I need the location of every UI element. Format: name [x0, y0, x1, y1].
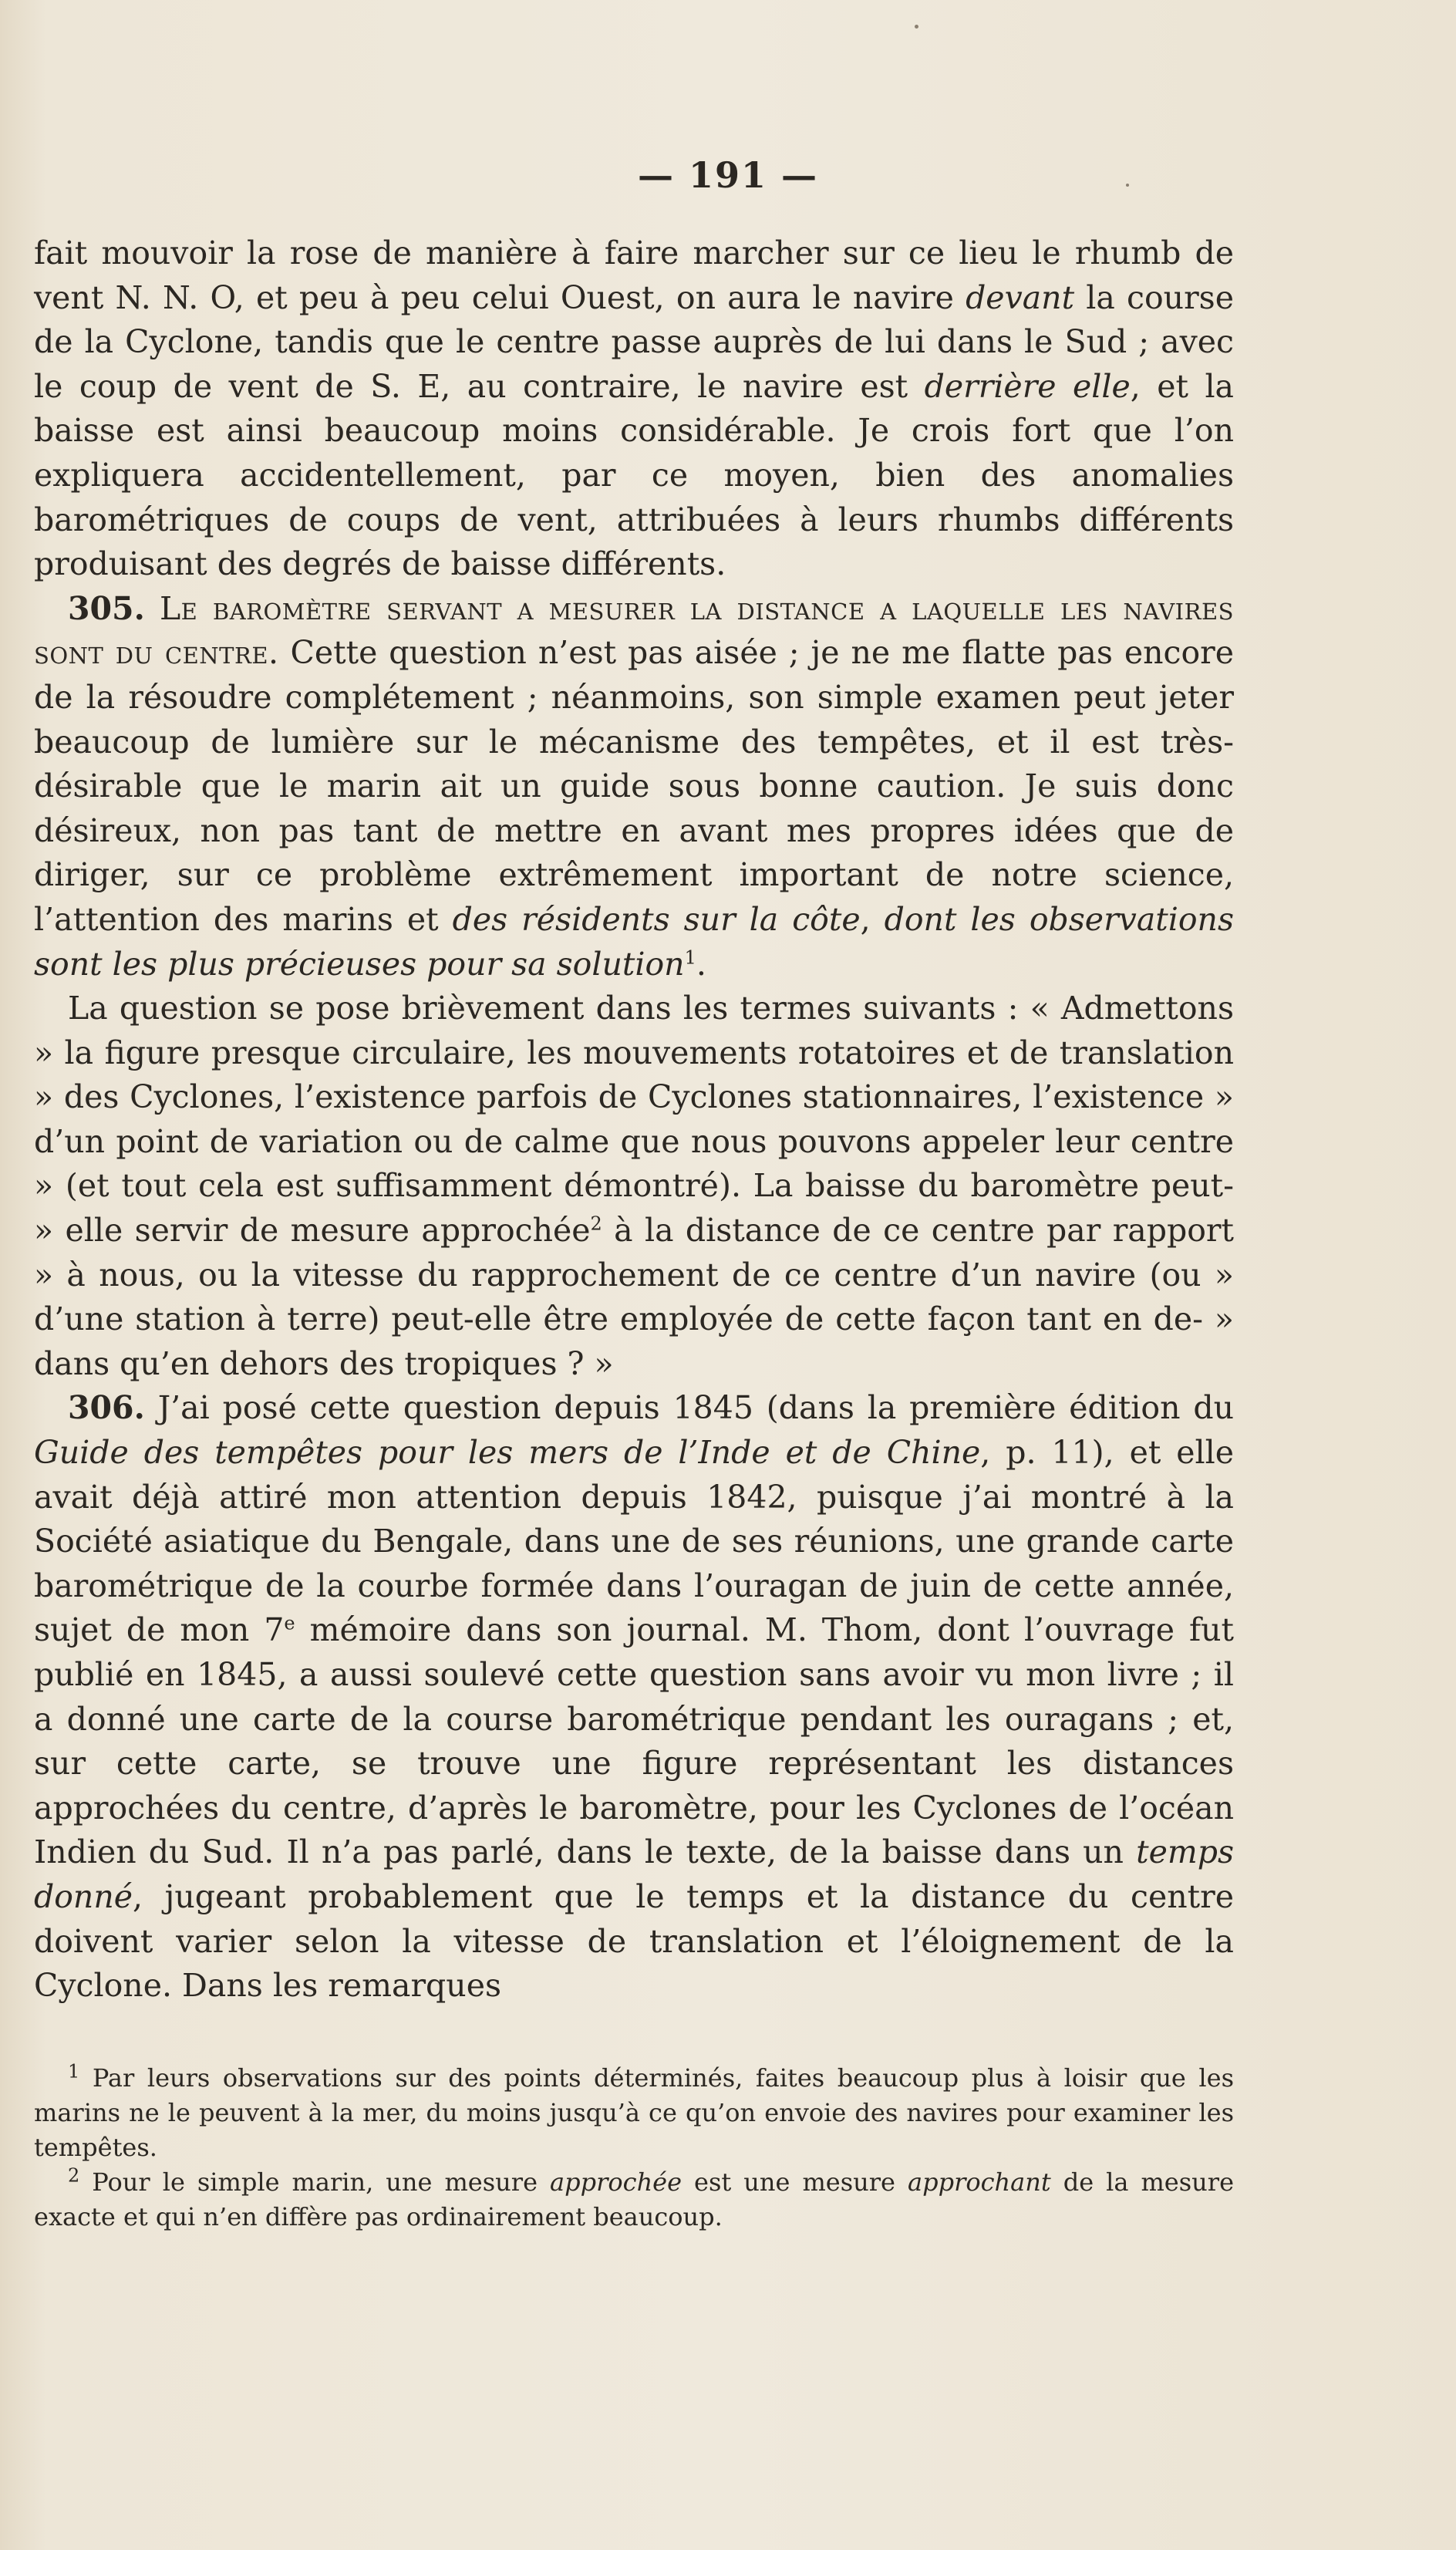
text-run: fait mouvoir la rose de manière à faire marcher sur ce lieu le rhumb de vent N. N. O, et peu à peu celui Ouest, on aura le navire	[34, 234, 1234, 316]
italic-text: des résidents sur la côte	[452, 900, 861, 938]
paragraph-continuation	[34, 231, 1234, 587]
text-run: de la mesure exacte et qui n’en diffère pas ordinairement beaucoup.	[34, 2167, 1235, 2231]
text-run: La question se pose brièvement dans les termes suivants : « Admettons » la figure presque circulaire, les mouvements rotatoires et de translation » des Cyclones, l’existence parfois de Cyclones stationnaires, l’existence » d’un point de variation ou de calme que nous pouvons appeler leur centre » (et tout cela est suffisamment démontré). La baisse du baromètre peut- » elle servir de mesure approchée	[34, 990, 1234, 1250]
italic-text: devant	[966, 278, 1075, 316]
paragraph-305	[34, 587, 1234, 987]
footnotes	[34, 2061, 1234, 2235]
paper-speck	[915, 25, 918, 29]
footnote-marker: e	[284, 1612, 295, 1634]
text-run: J’ai posé cette question depuis 1845 (dans la première édition du	[144, 1389, 1234, 1427]
italic-text: Guide des tempêtes pour les mers de l’Inde et de Chine	[34, 1434, 981, 1472]
text-run: est une mesure	[682, 2167, 908, 2197]
footnote-marker: 1	[684, 946, 696, 968]
footnote-marker: 2	[68, 2164, 80, 2187]
footnote-1	[34, 2061, 1234, 2165]
text-run: , p. 11), et elle avait déjà attiré mon attention depuis 1842, puisque j’ai montré à la Société asiatique du Bengale, dans une de ses réunions, une grande carte barométrique de la courbe formée dans l’ouragan de juin de cette année, sujet de mon 7	[34, 1434, 1234, 1649]
italic-text: dont les observations sont les plus précieuses pour sa solution	[34, 900, 1234, 983]
text-run: , jugeant probablement que le temps et la distance du centre doivent varier selon la vitesse de translation et l’éloignement de la Cyclone. Dans les remarques	[34, 1877, 1234, 2005]
section-number: 305.	[68, 589, 145, 627]
italic-text: temps donné	[34, 1833, 1234, 1915]
text-run: Pour le simple marin, une mesure	[79, 2167, 551, 2197]
footnote-marker: 1	[68, 2060, 80, 2083]
text-run: à la distance de ce centre par rapport » à nous, ou la vitesse du rapprochement de ce centre d’un navire (ou » d’une station à terre) peut-elle être employée de cette façon tant en de- » dans qu’en dehors des tropiques ? »	[34, 1212, 1234, 1382]
text-run: la course de la Cyclone, tandis que le centre passe auprès de lui dans le Sud ; avec le coup de vent de S. E, au contraire, le navire est	[34, 278, 1234, 405]
page-number: — 191 —	[637, 154, 819, 196]
footnote-marker: 2	[590, 1213, 602, 1235]
paragraph-306	[34, 1386, 1234, 2008]
text-run: Cette question n’est pas aisée ; je ne me flatte pas encore de la résoudre complétement ; néanmoins, son simple examen peut jeter beaucoup de lumière sur le mécanisme des tempêtes, et il est très-désirable que le marin ait un guide sous bonne caution. Je suis donc désireux, non pas tant de mettre en avant mes propres idées que de diriger, sur ce problème extrêmement important de notre science, l’attention des marins et	[34, 634, 1234, 938]
italic-text: approchant	[908, 2167, 1051, 2197]
text-run	[145, 590, 160, 627]
text-run: Par leurs observations sur des points déterminés, faites beaucoup plus à loisir que les marins ne le peuvent à la mer, du moins jusqu’à ce qu’on envoie des navires pour examiner les tempêtes.	[34, 2063, 1234, 2162]
main-text	[34, 231, 1234, 2009]
text-run: , et la baisse est ainsi beaucoup moins considérable. Je crois fort que l’on expliquera accidentellement, par ce moyen, bien des anomalies barométriques de coups de vent, attribuées à leurs rhumbs différents produisant des degrés de baisse différents.	[34, 367, 1234, 583]
text-run: mémoire dans son journal. M. Thom, dont l’ouvrage fut publié en 1845, a aussi soulevé cette question sans avoir vu mon livre ; il a donné une carte de la course barométrique pendant les ouragans ; et, sur cette carte, se trouve une figure représentant les distances approchées du centre, d’après le baromètre, pour les Cyclones de l’océan Indien du Sud. Il n’a pas parlé, dans le texte, de la baisse dans un	[34, 1611, 1234, 1871]
text-run: ,	[860, 900, 885, 938]
section-heading: Le baromètre servant a mesurer la distance a laquelle les navires sont du centre.	[34, 589, 1234, 672]
italic-text: approchée	[550, 2167, 682, 2197]
italic-text: derrière elle	[924, 367, 1131, 405]
section-number: 306.	[68, 1389, 145, 1427]
paragraph-question	[34, 987, 1234, 1386]
text-run: .	[696, 945, 706, 983]
footnote-2	[34, 2165, 1234, 2235]
